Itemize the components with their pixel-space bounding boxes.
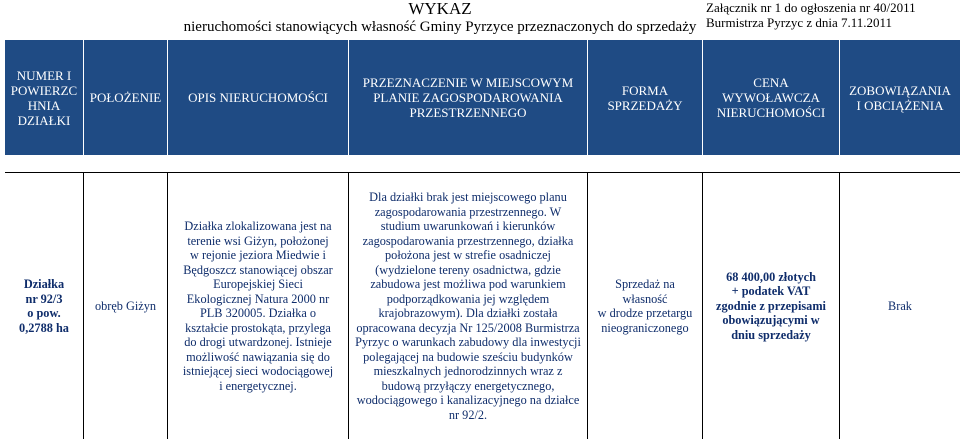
- price-line-3: zgodnie z przepisami: [716, 298, 826, 313]
- header-obligations: ZOBOWIĄZANIA I OBCIĄŻENIA: [849, 82, 951, 113]
- cell-sale-form: [588, 173, 702, 439]
- table-row: [5, 172, 960, 439]
- plot-line-3: o pow.: [27, 306, 61, 320]
- plot-line-2: nr 92/3: [25, 291, 63, 306]
- header-location: POŁOŻENIE: [89, 90, 162, 105]
- sale-form-line-2: własność: [622, 291, 668, 306]
- price-line-4: obowiązującymi w: [722, 313, 820, 328]
- attachment-line-2: Burmistrza Pyrzyc z dnia 7.11.2011: [706, 15, 893, 30]
- cell-plan-purpose: Dla działki brak jest miejscowego planu zagospodarowania przestrzennego. W studium uwarunkowań i kierunków zagospodarowania przestrzennego, działka położona jest w strefie osadniczej (wydzielone tereny osadnictwa, gdzie zabudowa jest możliwa pod warunkiem podporządkowania jej względem krajobrazowym). Dla działki została opracowana decyzja Nr 125/2008 Burmistrza Pyrzyc o warunkach zabudowy dla inwestycji polegającej na budowie sześciu budynków mieszkalnych jednorodzinnych wraz z budową przyłączy energetycznego, wodociągowego i kanalizacyjnego na działce nr 92/2.: [355, 190, 581, 422]
- cell-location: obręb Giżyn: [94, 298, 157, 313]
- cell-plot: [5, 173, 83, 439]
- header-price: CENA WYWOŁAWCZA NIERUCHOMOŚCI: [716, 75, 826, 120]
- header-plan-purpose: PRZEZNACZENIE W MIEJSCOWYM PLANIE ZAGOSPODAROWANIA PRZESTRZENNEGO: [362, 75, 574, 120]
- price-line-5: dniu sprzedaży: [731, 327, 811, 342]
- header-plot-number: NUMER I POWIERZC HNIA DZIAŁKI: [10, 67, 78, 128]
- header-description: OPIS NIERUCHOMOŚCI: [188, 90, 328, 105]
- sale-form-line-1: Sprzedaż na: [615, 277, 675, 291]
- header-sale-form: FORMA SPRZEDAŻY: [607, 82, 683, 113]
- title-line-2: nieruchomości stanowiących własność Gminy Pyrzyce przeznaczonych do sprzedaży: [183, 19, 697, 35]
- plot-line-4: 0,2788 ha: [19, 320, 69, 335]
- table-header: [5, 40, 960, 155]
- cell-obligations: Brak: [888, 298, 912, 313]
- plot-line-1: Działka: [23, 277, 65, 291]
- price-line-2: + podatek VAT: [731, 284, 811, 299]
- attachment-line-1: Załącznik nr 1 do ogłoszenia nr 40/2011: [706, 0, 916, 15]
- sale-form-line-4: nieograniczonego: [601, 320, 689, 335]
- price-line-1: 68 400,00 złotych: [726, 269, 816, 284]
- attachment-note: [706, 0, 956, 30]
- title-line-1: WYKAZ: [408, 0, 472, 18]
- cell-price: [703, 173, 839, 439]
- document-title: [140, 0, 740, 36]
- cell-description: Działka zlokalizowana jest na terenie wsi Giżyn, położonej w rejonie jeziora Miedwie i Będgoszcz stanowiącej obszar Europejskiej Sieci Ekologicznej Natura 2000 nr PLB 320005. Działka o kształcie prostokąta, przylega do drogi utwardzonej. Istnieje możliwość nawiązania się do istniejącej sieci wodociągowej i energetycznej.: [182, 219, 334, 393]
- sale-form-line-3: w drodze przetargu: [597, 306, 693, 320]
